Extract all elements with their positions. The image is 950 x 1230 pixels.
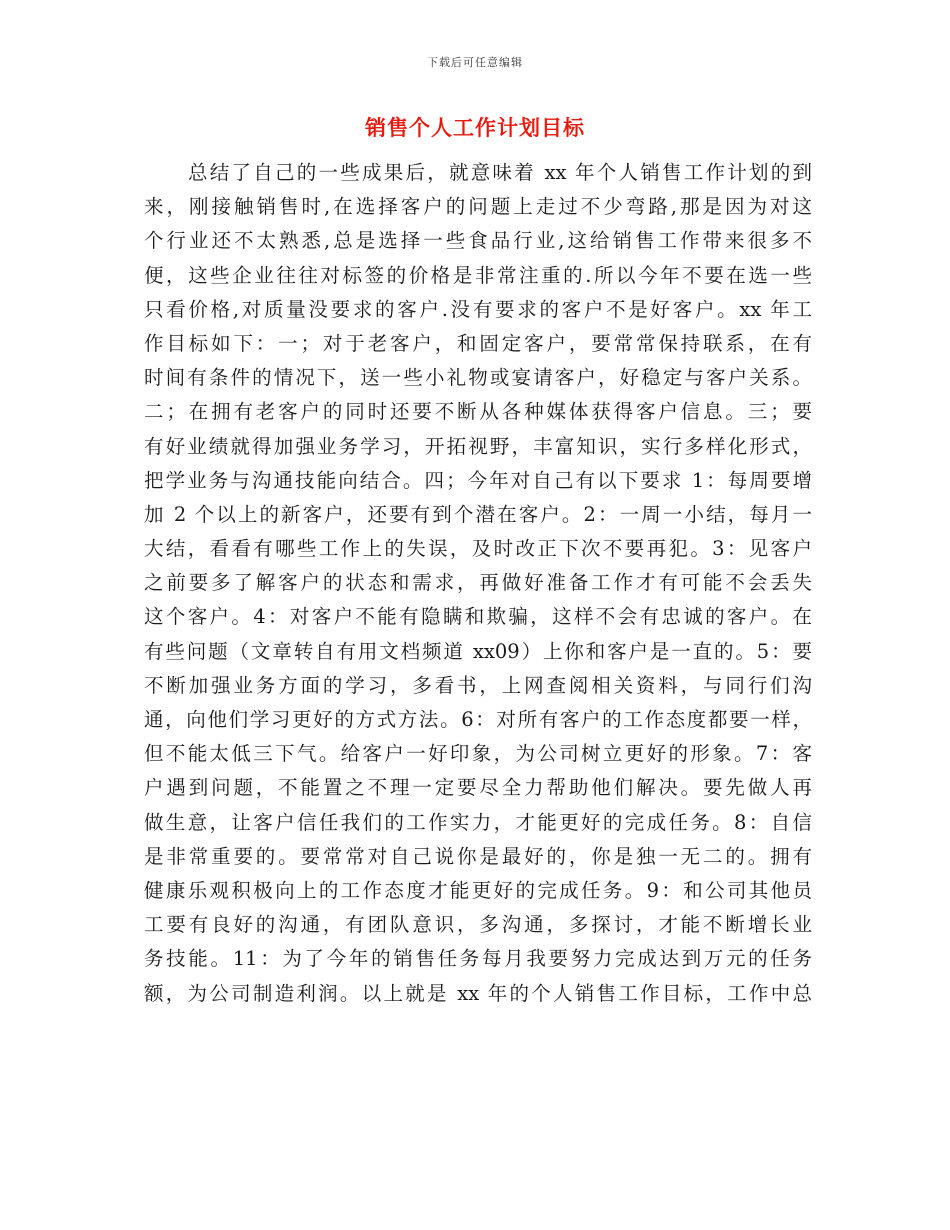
body-line: 个行业还不太熟悉,总是选择一些食品行业,这给销售工作带来很多不: [144, 229, 812, 253]
body-line: 但不能太低三下气。给客户一好印象，为公司树立更好的形象。7：客: [144, 742, 812, 766]
body-line: 户遇到问题，不能置之不理一定要尽全力帮助他们解决。要先做人再: [144, 776, 812, 800]
body-line: 便，这些企业往往对标签的价格是非常注重的.所以今年不要在选一些: [144, 263, 812, 287]
body-line: 额，为公司制造利润。以上就是 xx 年的个人销售工作目标，工作中总: [144, 981, 812, 1005]
body-line: 通，向他们学习更好的方式方法。6：对所有客户的工作态度都要一样，: [144, 708, 812, 731]
document-body: [144, 156, 812, 1011]
body-line: 健康乐观积极向上的工作态度才能更好的完成任务。9：和公司其他员: [144, 878, 812, 902]
body-line: 时间有条件的情况下，送一些小礼物或宴请客户，好稳定与客户关系。: [144, 366, 812, 390]
body-line: 工要有良好的沟通，有团队意识，多沟通，多探讨，才能不断增长业: [144, 913, 812, 937]
body-line: 把学业务与沟通技能向结合。四；今年对自己有以下要求 1：每周要增: [144, 468, 812, 492]
body-line: 来，刚接触销售时,在选择客户的问题上走过不少弯路,那是因为对这: [144, 195, 812, 219]
body-line: 之前要多了解客户的状态和需求，再做好准备工作才有可能不会丢失: [144, 571, 812, 595]
body-line: 作目标如下：一；对于老客户，和固定客户，要常常保持联系，在有: [144, 331, 812, 355]
body-line: 只看价格,对质量没要求的客户.没有要求的客户不是好客户。xx 年工: [144, 297, 812, 321]
body-line: 总结了自己的一些成果后，就意味着 xx 年个人销售工作计划的到: [188, 161, 812, 184]
body-line: 二；在拥有老客户的同时还要不断从各种媒体获得客户信息。三；要: [144, 400, 812, 424]
body-line: 务技能。11：为了今年的销售任务每月我要努力完成达到万元的任务: [144, 947, 812, 971]
body-line: 是非常重要的。要常常对自己说你是最好的，你是独一无二的。拥有: [144, 844, 812, 868]
body-line: 加 2 个以上的新客户，还要有到个潜在客户。2：一周一小结，每月一: [144, 502, 812, 526]
body-line: 这个客户。4：对客户不能有隐瞒和欺骗，这样不会有忠诚的客户。在: [144, 605, 812, 629]
body-line: 不断加强业务方面的学习，多看书，上网查阅相关资料，与同行们沟: [144, 673, 812, 697]
body-line: 做生意，让客户信任我们的工作实力，才能更好的完成任务。8：自信: [144, 810, 812, 834]
body-line: 有好业绩就得加强业务学习，开拓视野，丰富知识，实行多样化形式，: [144, 434, 812, 458]
body-line: 有些问题（文章转自有用文档频道 xx09）上你和客户是一直的。5：要: [144, 639, 812, 663]
document-title: 销售个人工作计划目标: [365, 115, 585, 140]
page-header-note: 下载后可任意编辑: [427, 56, 523, 69]
body-line: 大结，看看有哪些工作上的失误，及时改正下次不要再犯。3：见客户: [144, 537, 812, 561]
